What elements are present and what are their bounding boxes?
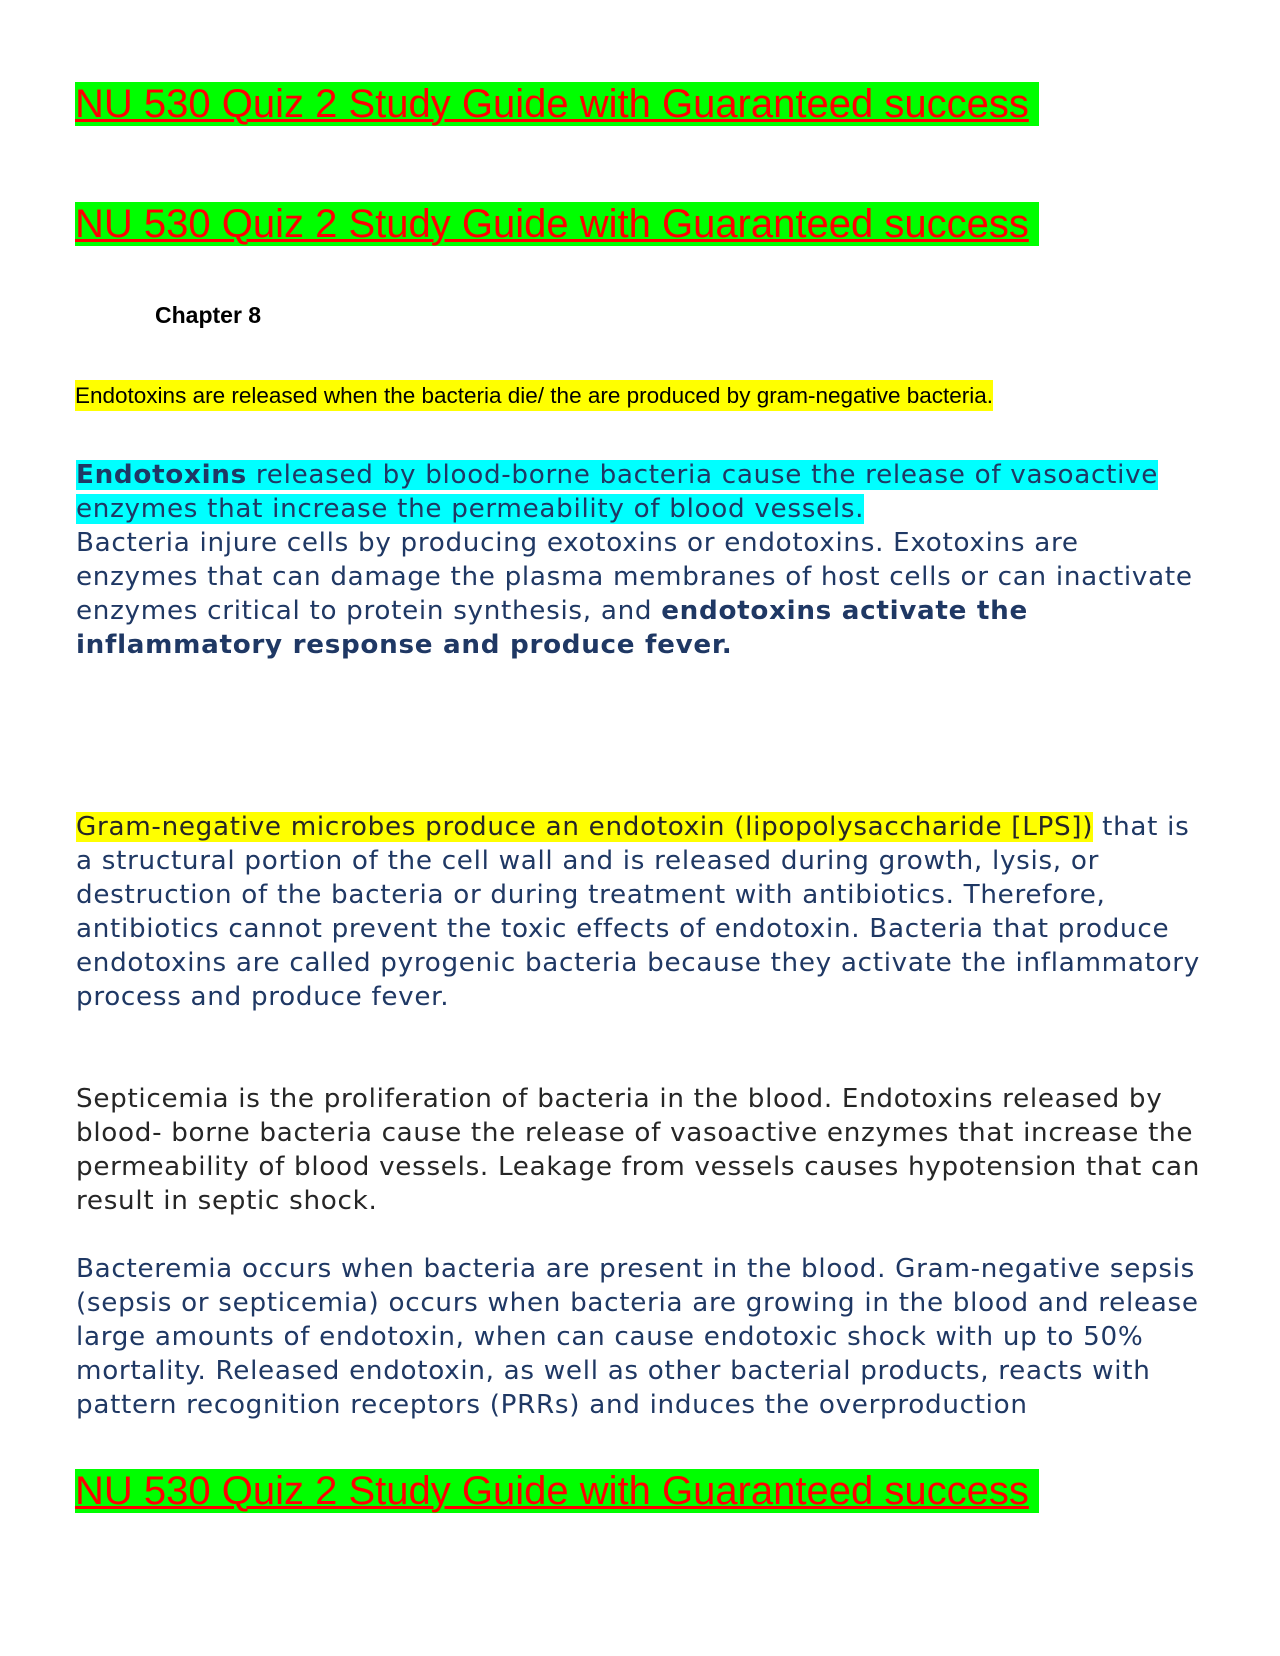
paragraph-endotoxins: [76, 458, 1206, 662]
paragraph-bacteremia: Bacteremia occurs when bacteria are present in the blood. Gram-negative sepsis (sepsis or septicemia) occurs when bacteria are growing in the blood and release large amounts of endotoxin, when can cause endotoxic shock with up to 50% mortality. Released endotoxin, as well as other bacterial products, reacts with pattern recognition receptors (PRRs) and induces the overproduction: [76, 1254, 1199, 1420]
intro-line: [75, 378, 993, 414]
p2-highlight: Gram-negative microbes produce an endotoxin (lipopolysaccharide [LPS]): [76, 812, 1094, 842]
banner-title-text: NU 530 Quiz 2 Study Guide with Guaranteed success: [75, 82, 1039, 126]
intro-line-text: Endotoxins are released when the bacteria die/ the are produced by gram-negative bacteria.: [75, 380, 993, 411]
p1-highlight-1: released by blood-borne bacteria cause the release of vasoactive: [246, 460, 1159, 490]
paragraph-septicemia: Septicemia is the proliferation of bacteria in the blood. Endotoxins released by blood- borne bacteria cause the release of vasoactive enzymes that increase the permeability of blood vessels. Leakage from vessels causes hypotension that can result in septic shock.: [76, 1084, 1201, 1216]
paragraph-gram-negative: [76, 810, 1206, 1014]
banner-title-bottom: [75, 1462, 1039, 1520]
banner-title-second: [75, 195, 1039, 253]
p1-highlight-2: enzymes that increase the permeability of blood vessels.: [76, 494, 865, 524]
p1-bold-tail: endotoxins activate the inflammatory response and produce fever.: [76, 596, 1028, 660]
p1-body: Bacteria injure cells by producing exotoxins or endotoxins. Exotoxins are enzymes that can damage the plasma membranes of host cells or can inactivate enzymes critical to protein synthesis, and: [76, 528, 1193, 626]
chapter-heading: Chapter 8: [155, 302, 262, 328]
banner-title-top: [75, 75, 1039, 133]
p1-bold-lead: Endotoxins: [76, 460, 247, 490]
p2-body: that is a structural portion of the cell wall and is released during growth, lysis, or destruction of the bacteria or during treatment with antibiotics. Therefore, antibiotics cannot prevent the toxic effects of endotoxin. Bacteria that produce endotoxins are called pyrogenic bacteria because they activate the inflammatory process and produce fever.: [76, 812, 1200, 1012]
banner-title-text: NU 530 Quiz 2 Study Guide with Guaranteed success: [75, 1469, 1039, 1513]
banner-title-text: NU 530 Quiz 2 Study Guide with Guaranteed success: [75, 202, 1039, 246]
